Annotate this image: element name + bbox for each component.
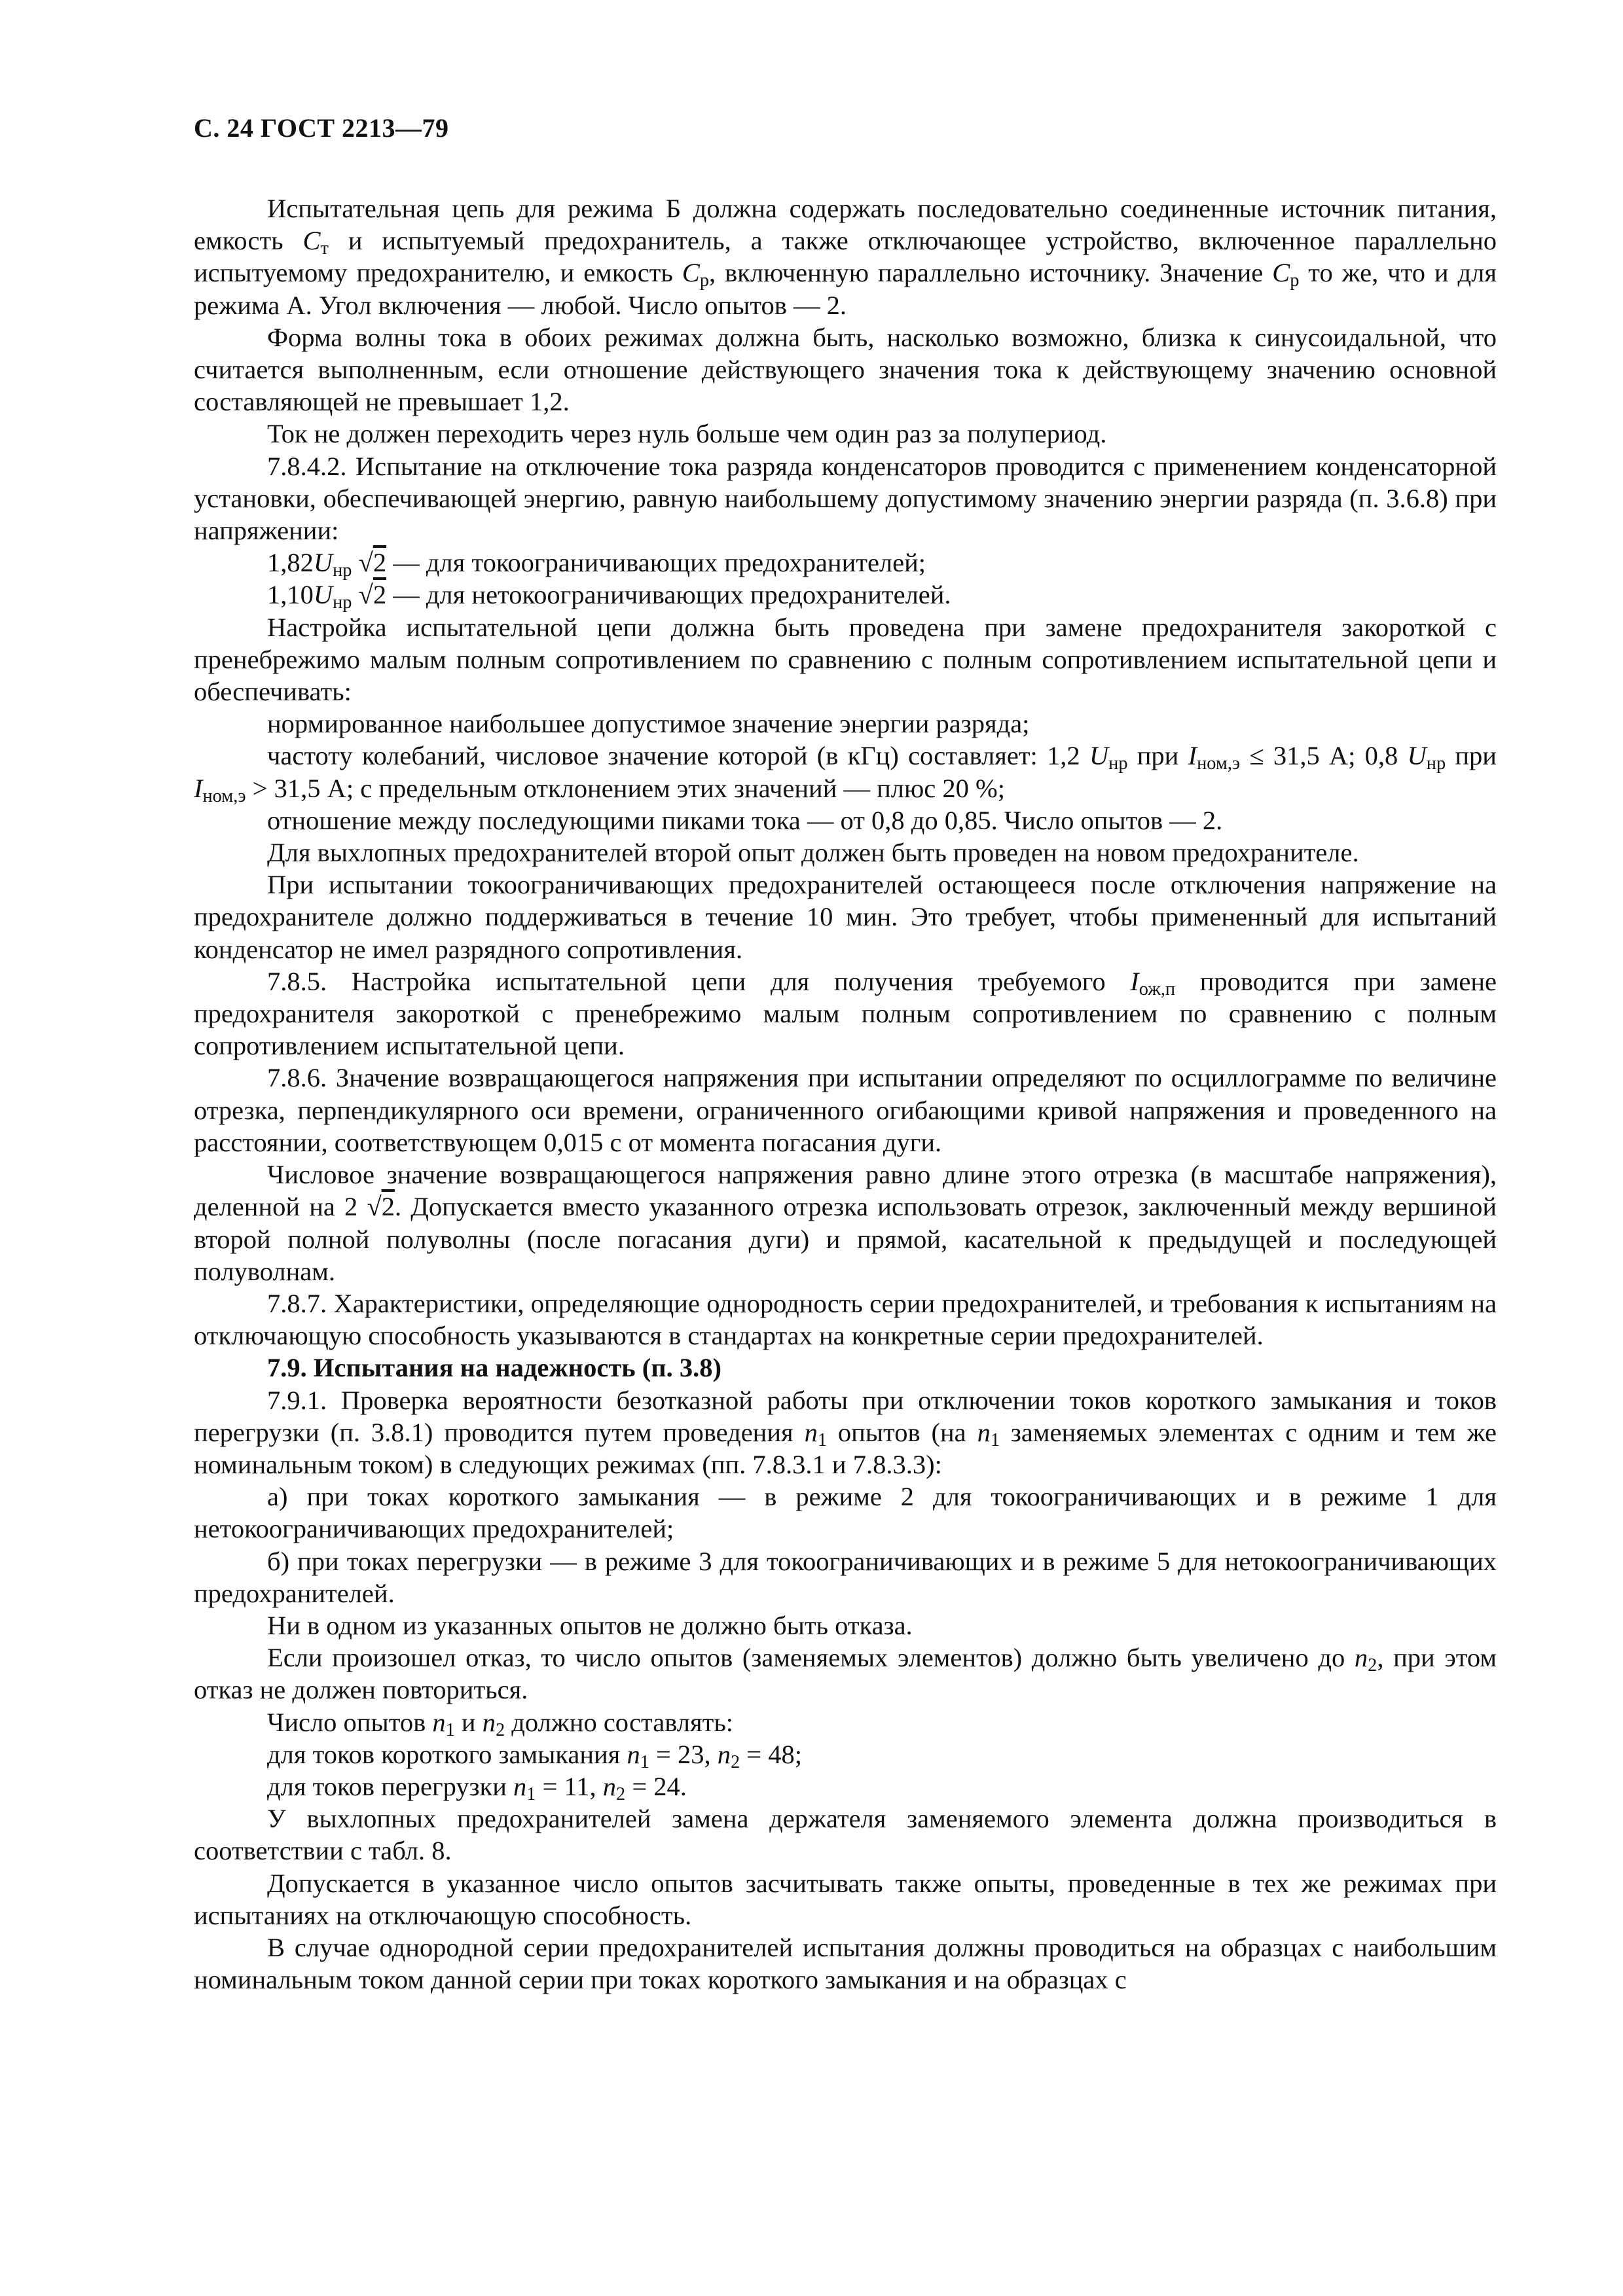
paragraph: 7.9.1. Проверка вероятности безотказной работы при отключении токов короткого замыкания и токов перегрузки (п. 3.8.1) проводится путем проведения $n_1$ опытов (на $n_1$ заменяемых элементах с одним и тем же номинальным током) в следующих режимах (пп. 7.8.3.1 и 7.8.3.3): [194,1385,1497,1479]
paragraph: Числовое значение возвращающегося напряжения равно длине этого отрезка (в масштабе напряжения), деленной на 2 √2. Допускается вместо указанного отрезка использовать отрезок, заключенный между вершиной второй полной полуволны (после погасания дуги) и прямой, касательной к предыдущей и последующей полуволнам. [194,1160,1497,1286]
paragraph: 7.8.4.2. Испытание на отключение тока разряда конденсаторов проводится с применением конденсаторной установки, обеспечивающей энергию, равную наибольшему допустимому значению энергии разряда (п. 3.6.8) при напряжении: [194,451,1497,546]
page-header: С. 24 ГОСТ 2213—79 [194,113,449,143]
formula-line: $1,82U_{нр}$ √2 — для токоограничивающих предохранителей; [267,548,926,581]
paragraph: В случае однородной серии предохранителей испытания должны проводиться на образцах с наибольшим номинальным током данной серии при токах короткого замыкания и на образцах с [194,1932,1497,1995]
paragraph: для токов короткого замыкания $n_1 = 23$, $n_2 = 48$; [267,1739,802,1772]
paragraph: Форма волны тока в обоих режимах должна быть, насколько возможно, близка к синусоидальной, что считается выполненным, если отношение действующего значения тока к действующему значению основной составляющей не превышает 1,2. [194,322,1497,417]
paragraph: отношение между последующими пиками тока — от 0,8 до 0,85. Число опытов — 2. [267,805,1223,835]
paragraph: 7.8.6. Значение возвращающегося напряжения при испытании определяют по осциллограмме по величине отрезка, перпендикулярного оси времени, ограниченного огибающими кривой напряжения и проведенного на расстоянии, соответствующем 0,015 с от момента погасания дуги. [194,1063,1497,1157]
paragraph: частоту колебаний, числовое значение которой (в кГц) составляет: 1,2 $U_{нр}$ при $I_{ном,э} \le 31,5$ А; 0,8 $U_{нр}$ при $I_{ном,э} > 31,5$ А; с предельным отклонением этих значений — плюс 20 %; [194,741,1497,806]
document-body [194,192,1497,1996]
paragraph: 7.8.7. Характеристики, определяющие однородность серии предохранителей, и требования к испытаниям на отключающую способность указываются в стандартах на конкретные серии предохранителей. [194,1288,1497,1351]
paragraph: Настройка испытательной цепи должна быть проведена при замене предохранителя закороткой с пренебрежимо малым полным сопротивлением по сравнению с полным сопротивлением испытательной цепи и обеспечивать: [194,612,1497,707]
paragraph: а) при токах короткого замыкания — в режиме 2 для токоограничивающих и в режиме 1 для нетокоограничивающих предохранителей; [194,1482,1497,1544]
paragraph: Допускается в указанное число опытов засчитывать также опыты, проведенные в тех же режимах при испытаниях на отключающую способность. [194,1868,1497,1930]
paragraph: У выхлопных предохранителей замена держателя заменяемого элемента должна производиться в соответствии с табл. 8. [194,1804,1497,1866]
paragraph: Число опытов $n_1$ и $n_2$ должно составлять: [267,1707,734,1740]
formula-line: $1,10U_{нр}$ √2 — для нетокоограничивающих предохранителей. [267,580,951,613]
paragraph: Ни в одном из указанных опытов не должно быть отказа. [267,1610,913,1640]
paragraph: При испытании токоограничивающих предохранителей остающееся после отключения напряжение на предохранителе должно поддерживаться в течение 10 мин. Это требует, чтобы примененный для испытаний конденсатор не имел разрядного сопротивления. [194,870,1497,964]
paragraph: Для выхлопных предохранителей второй опыт должен быть проведен на новом предохранителе. [267,838,1359,868]
paragraph: нормированное наибольшее допустимое значение энергии разряда; [267,709,1030,739]
section-heading: 7.9. Испытания на надежность (п. 3.8) [267,1353,721,1383]
paragraph: Ток не должен переходить через нуль больше чем один раз за полупериод. [267,419,1107,449]
sqrt-sign: √ [358,548,373,578]
paragraph: Испытательная цепь для режима Б должна содержать последовательно соединенные источник питания, емкость $C_т$ и испытуемый предохранитель, а также отключающее устройство, включенное параллельно испытуемому предохранителю, и емкость $C_р$, включенную параллельно источнику. Значение $C_р$ то же, что и для режима А. Угол включения — любой. Число опытов — 2. [194,194,1497,320]
paragraph: 7.8.5. Настройка испытательной цепи для получения требуемого $I_{ож,п}$ проводится при замене предохранителя закороткой с пренебрежимо малым полным сопротивлением по сравнению с полным сопротивлением испытательной цепи. [194,966,1497,1061]
paragraph: б) при токах перегрузки — в режиме 3 для токоограничивающих и в режиме 5 для нетокоограничивающих предохранителей. [194,1546,1497,1608]
paragraph: Если произошел отказ, то число опытов (заменяемых элементов) должно быть увеличено до $n_2$, при этом отказ не должен повториться. [194,1643,1497,1705]
sqrt-sign: √ [367,1192,382,1222]
sqrt-sign: √ [358,580,373,610]
paragraph: для токов перегрузки $n_1 = 11$, $n_2 = 24$. [267,1771,687,1805]
